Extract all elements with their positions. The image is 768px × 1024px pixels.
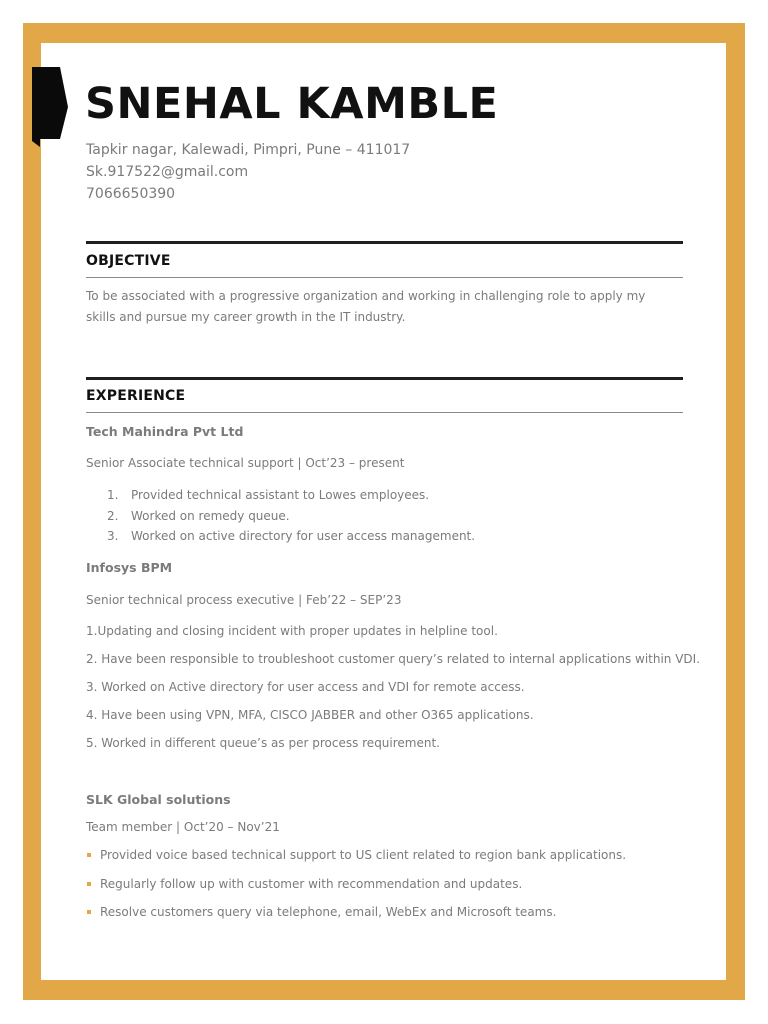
experience-heading: EXPERIENCE xyxy=(86,388,186,404)
role-infosys: Senior technical process executive | Feb’22 – SEP’23 xyxy=(86,593,402,607)
phone: 7066650390 xyxy=(86,186,176,202)
role-tech-mahindra: Senior Associate technical support | Oct’23 – present xyxy=(86,456,405,470)
contact-block xyxy=(86,139,410,205)
list-item: 2. Have been responsible to troubleshoot customer query’s related to internal applications within VDI. xyxy=(86,652,701,666)
list-item: 1.Updating and closing incident with proper updates in helpline tool. xyxy=(86,624,498,638)
address: Tapkir nagar, Kalewadi, Pimpri, Pune – 411017 xyxy=(86,142,411,158)
company-infosys: Infosys BPM xyxy=(86,560,173,575)
item-text: Provided technical assistant to Lowes employees. xyxy=(131,488,430,502)
item-text: Worked on remedy queue. xyxy=(131,508,290,523)
item-text: Resolve customers query via telephone, email, WebEx and Microsoft teams. xyxy=(100,905,557,919)
experience-top-rule xyxy=(86,377,683,380)
email: Sk.917522@gmail.com xyxy=(86,164,249,180)
item-number: 1. xyxy=(107,488,119,502)
role-slk: Team member | Oct’20 – Nov’21 xyxy=(86,820,280,834)
item-text: Worked on active directory for user access management. xyxy=(131,529,476,543)
item-number: 3. xyxy=(107,529,119,543)
list-item: 3. Worked on Active directory for user access and VDI for remote access. xyxy=(86,680,525,694)
item-text: Regularly follow up with customer with recommendation and updates. xyxy=(100,876,523,891)
company-slk: SLK Global solutions xyxy=(86,792,231,807)
bullet-square-icon xyxy=(87,882,91,886)
objective-bottom-rule xyxy=(86,277,683,278)
item-number: 2. xyxy=(107,508,119,523)
bullet-square-icon xyxy=(87,853,91,857)
objective-text: To be associated with a progressive organization and working in challenging role to apply my skills and pursue my career growth in the IT industry. xyxy=(86,289,646,324)
duties-infosys xyxy=(86,624,700,764)
objective-heading: OBJECTIVE xyxy=(86,253,171,269)
company-tech-mahindra: Tech Mahindra Pvt Ltd xyxy=(86,424,244,439)
list-item: 4. Have been using VPN, MFA, CISCO JABBER and other O365 applications. xyxy=(86,708,534,722)
experience-bottom-rule xyxy=(86,412,683,413)
candidate-name: SNEHAL KAMBLE xyxy=(85,79,499,129)
header-tab-marker xyxy=(32,67,68,147)
item-text: Provided voice based technical support to US client related to region bank applications. xyxy=(100,848,627,862)
bullet-square-icon xyxy=(87,910,91,914)
objective-top-rule xyxy=(86,241,683,244)
list-item: 5. Worked in different queue’s as per process requirement. xyxy=(86,736,440,750)
